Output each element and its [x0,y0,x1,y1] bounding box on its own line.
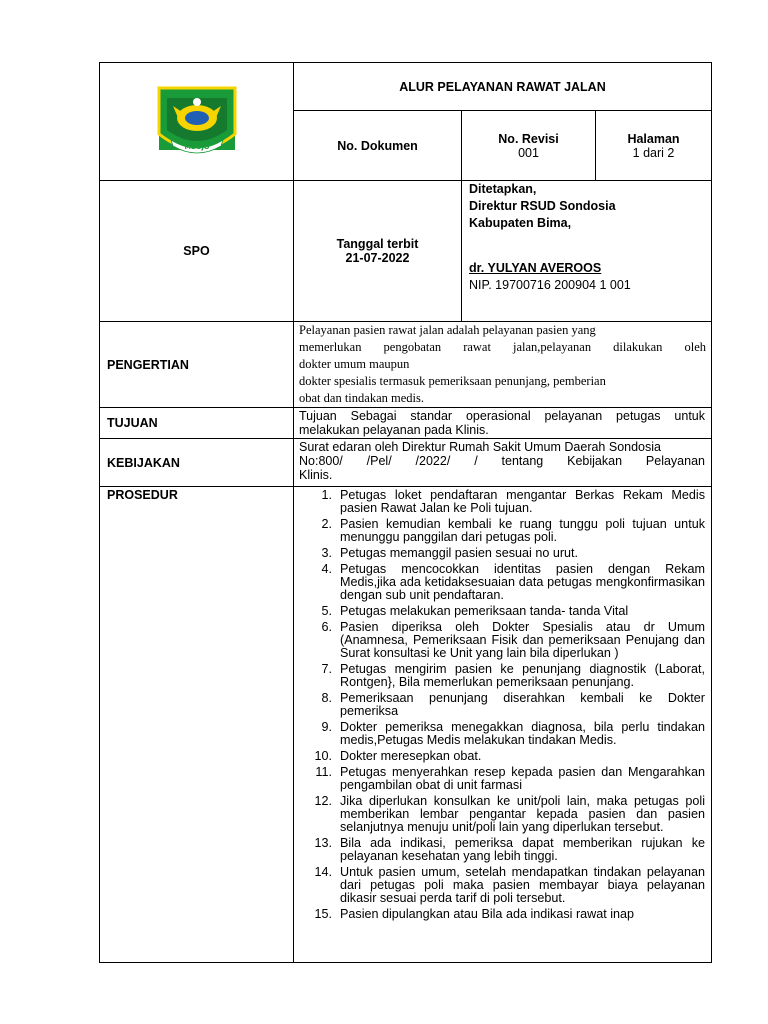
prosedur-step [294,605,705,618]
tanggal-terbit-label: Tanggal terbit [336,237,419,251]
kebijakan-line: Surat edaran oleh Direktur Rumah Sakit Umum Daerah Sondosia [299,440,661,454]
halaman-label: Halaman [627,131,680,146]
pengertian-line: dokter spesialis termasuk pemeriksaan penunjang, pemberian [299,374,606,388]
spo-table [99,62,712,963]
prosedur-steps [294,489,711,921]
prosedur-step [294,518,705,545]
direktur-line: Direktur RSUD Sondosia [469,199,616,213]
step-text: Dokter pemeriksa menegakkan diagnosa, bila perlu tindakan medis,Petugas Medis melakukan tindakan Medis. [340,719,705,748]
step-number: 12. [314,793,332,808]
halaman-value: 1 dari 2 [632,145,675,160]
kebijakan-text [294,439,712,487]
prosedur-label: PROSEDUR [100,487,294,963]
tanggal-terbit-value: 21-07-2022 [345,251,410,265]
prosedur-step [294,866,705,906]
step-text: Pemeriksaan penunjang diserahkan kembali ke Dokter pemeriksa [340,690,705,719]
prosedur-step [294,663,705,690]
prosedur-step [294,621,705,661]
pengertian-text [294,322,712,408]
no-dokumen-label: No. Dokumen [294,111,462,181]
prosedur-step [294,489,705,516]
step-text: Petugas menyerahkan resep kepada pasien dan Mengarahkan pengambilan obat di unit farmasi [340,764,705,792]
step-text: Petugas memanggil pasien sesuai no urut. [340,545,579,560]
no-revisi-label: No. Revisi [498,131,559,146]
step-text: Pasien dipulangkan atau Bila ada indikasi rawat inap [340,907,635,922]
prosedur-cell [294,487,712,963]
signer-name: dr. YULYAN AVEROOS [469,261,602,275]
tujuan-text: Tujuan Sebagai standar operasional pelayanan petugas untuk melakukan pelayanan pada Klinis. [294,408,712,439]
step-number: 10. [314,748,332,763]
step-text: Pasien diperiksa oleh Dokter Spesialis atau dr Umum (Anamnesa, Pemeriksaan Fisik dan pemeriksaan Penujang dan Surat konsultasi ke Unit yang lain bila diperlukan ) [340,619,705,661]
prosedur-step [294,795,705,835]
step-number: 6. [321,619,332,634]
tujuan-label: TUJUAN [100,408,294,439]
kebijakan-line: No:800/ /Pel/ /2022/ / tentang Kebijakan Pelayanan [299,454,705,468]
step-text: Petugas mencocokkan identitas pasien dengan Rekam Medis,jika ada ketidaksesuaian data petugas mengkonfirmasikan dengan sub unit pendaftaran. [340,561,705,603]
prosedur-step [294,750,705,763]
signer-nip: NIP. 19700716 200904 1 001 [469,278,631,292]
kebijakan-line: Klinis. [299,468,333,482]
prosedur-step [294,837,705,864]
step-number: 4. [321,561,332,576]
kebijakan-label: KEBIJAKAN [100,439,294,487]
logo-cell [100,63,294,181]
ditetapkan-cell [462,181,712,322]
kabupaten-bima-logo-icon [149,82,245,162]
step-number: 9. [321,719,332,734]
prosedur-step [294,547,705,560]
document-title: ALUR PELAYANAN RAWAT JALAN [294,63,712,111]
spo-label: SPO [100,181,294,322]
step-text: Petugas mengirim pasien ke penunjang diagnostik (Laborat, Rontgen}, Bila memerlukan pemeriksaan penunjang. [340,661,705,690]
step-number: 14. [314,864,332,879]
step-number: 8. [321,690,332,705]
spo-document [99,62,711,957]
pengertian-line: obat dan tindakan medis. [299,391,424,405]
prosedur-step [294,766,705,793]
step-number: 13. [314,835,332,850]
step-number: 1. [321,488,332,502]
step-number: 5. [321,603,332,618]
step-text: Bila ada indikasi, pemeriksa dapat memberikan rujukan ke pelayanan kesehatan yang lebih tinggi. [340,835,705,864]
no-revisi-value: 001 [518,145,539,160]
step-text: Untuk pasien umum, setelah mendapatkan tindakan pelayanan dari petugas poli maka pasien membayar biaya pelayanan dikasir sesuai perda tarif di poli tersebut. [340,864,705,906]
pengertian-line: dokter umum maupun [299,357,410,371]
halaman-cell [596,111,712,181]
step-number: 15. [314,907,332,922]
step-text: Petugas loket pendaftaran mengantar Berkas Rekam Medis pasien Rawat Jalan ke Poli tujuan. [340,488,705,516]
kabupaten-line: Kabupaten Bima, [469,216,572,230]
prosedur-step [294,563,705,603]
step-number: 2. [321,516,332,531]
step-text: Pasien kemudian kembali ke ruang tunggu poli tujuan untuk menunggu panggilan dari petugas poli. [340,516,705,545]
no-revisi-cell [462,111,596,181]
pengertian-line: Pelayanan pasien rawat jalan adalah pelayanan pasien yang [299,323,596,337]
tanggal-terbit-cell [294,181,462,322]
ditetapkan-line: Ditetapkan, [469,182,537,196]
step-number: 3. [321,545,332,560]
prosedur-step [294,908,705,921]
pengertian-line: memerlukan pengobatan rawat jalan,pelayanan dilakukan oleh [299,340,706,354]
prosedur-step [294,721,705,748]
svg-text:MBOJO: MBOJO [184,142,209,151]
step-number: 11. [315,764,332,779]
step-text: Petugas melakukan pemeriksaan tanda- tanda Vital [340,603,629,618]
pengertian-label: PENGERTIAN [100,322,294,408]
step-text: Dokter meresepkan obat. [340,748,482,763]
prosedur-step [294,692,705,719]
step-text: Jika diperlukan konsulkan ke unit/poli lain, maka petugas poli memberikan lembar pengantar kepada pasien dan pasien selanjutnya menuju unit/poli lain yang diperlukan tersebut. [340,793,705,835]
step-number: 7. [321,661,332,676]
